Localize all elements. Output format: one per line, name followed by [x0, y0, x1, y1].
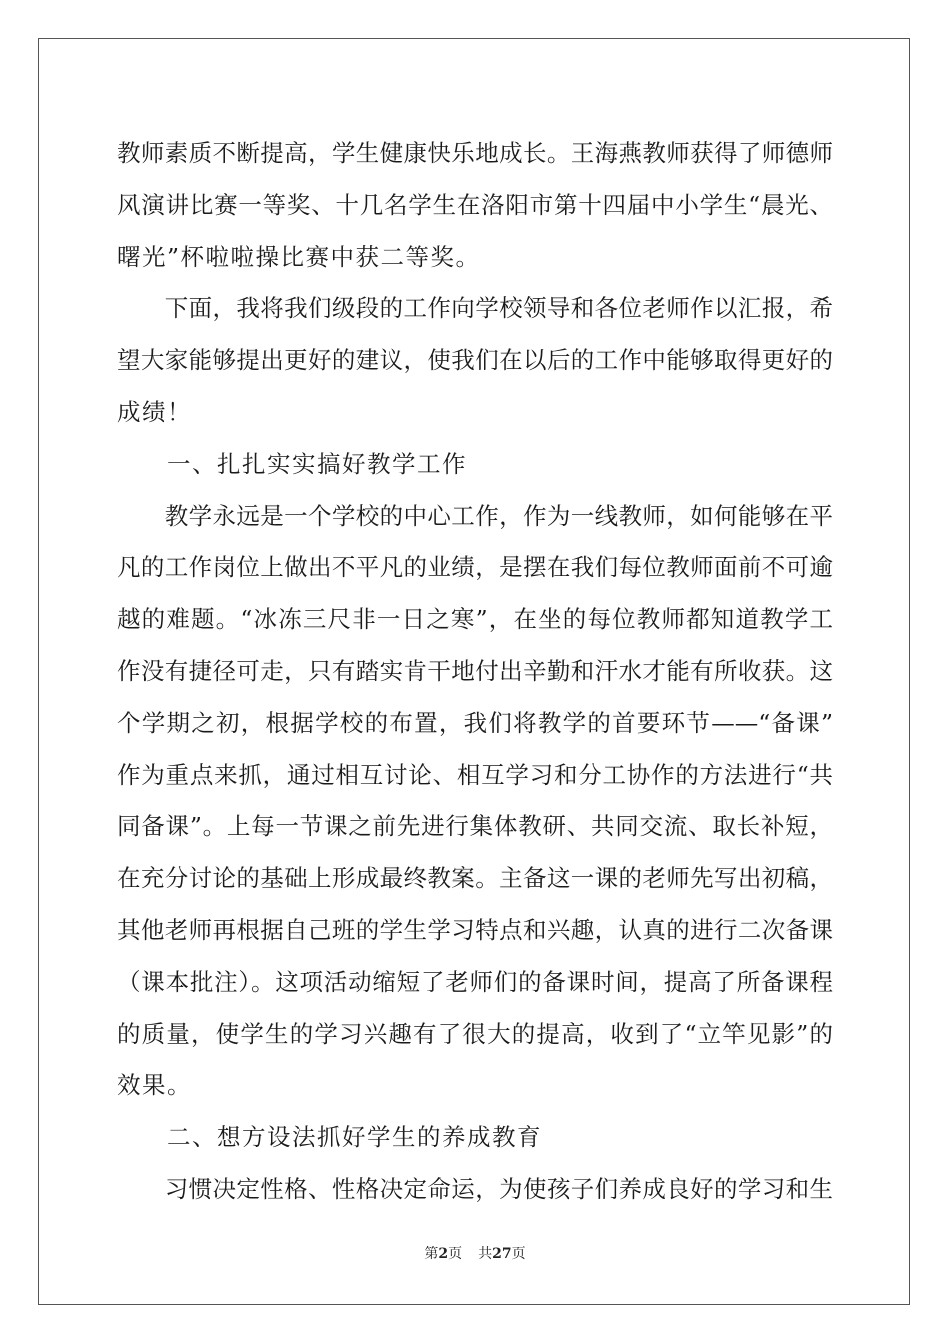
text-line: 同备课”。上每一节课之前先进行集体教研、共同交流、取长补短， [117, 812, 833, 841]
page-suffix: 页 [448, 1246, 463, 1262]
text-line: 作为重点来抓，通过相互讨论、相互学习和分工协作的方法进行“共 [117, 760, 833, 789]
text-line: 凡的工作岗位上做出不平凡的业绩，是摆在我们每位教师面前不可逾 [117, 553, 833, 582]
text-line: 曙光”杯啦啦操比赛中获二等奖。 [117, 242, 481, 271]
section-heading: 二、想方设法抓好学生的养成教育 [117, 1123, 542, 1152]
total-suffix: 页 [511, 1246, 526, 1262]
text-line: 习惯决定性格、性格决定命运，为使孩子们养成良好的学习和生 [117, 1174, 833, 1203]
text-line: 其他老师再根据自己班的学生学习特点和兴趣，认真的进行二次备课 [117, 915, 833, 944]
document-body [117, 128, 833, 1216]
text-line: 效果。 [117, 1071, 192, 1100]
page-footer [0, 1244, 950, 1264]
text-line: 成绩！ [117, 397, 192, 426]
text-line: 望大家能够提出更好的建议，使我们在以后的工作中能够取得更好的 [117, 346, 833, 375]
page-number: 2 [438, 1246, 449, 1262]
text-line: 作没有捷径可走，只有踏实肯干地付出辛勤和汗水才能有所收获。这 [117, 656, 833, 685]
text-line: 越的难题。“冰冻三尺非一日之寒”，在坐的每位教师都知道教学工 [117, 605, 833, 634]
text-line: （课本批注）。这项活动缩短了老师们的备课时间，提高了所备课程 [117, 967, 833, 996]
total-pages: 27 [492, 1246, 512, 1262]
text-line: 教学永远是一个学校的中心工作，作为一线教师，如何能够在平 [117, 501, 833, 530]
text-line: 在充分讨论的基础上形成最终教案。主备这一课的老师先写出初稿， [117, 864, 833, 893]
total-prefix: 共 [478, 1246, 493, 1262]
section-heading: 一、扎扎实实搞好教学工作 [117, 449, 467, 478]
page-prefix: 第 [424, 1246, 439, 1262]
text-line: 风演讲比赛一等奖、十几名学生在洛阳市第十四届中小学生“晨光、 [117, 190, 833, 219]
text-line: 的质量，使学生的学习兴趣有了很大的提高，收到了“立竿见影”的 [117, 1019, 833, 1048]
text-line: 个学期之初，根据学校的布置，我们将教学的首要环节——“备课” [117, 708, 833, 737]
text-line: 教师素质不断提高，学生健康快乐地成长。王海燕教师获得了师德师 [117, 139, 833, 167]
text-line: 下面，我将我们级段的工作向学校领导和各位老师作以汇报，希 [117, 294, 833, 323]
